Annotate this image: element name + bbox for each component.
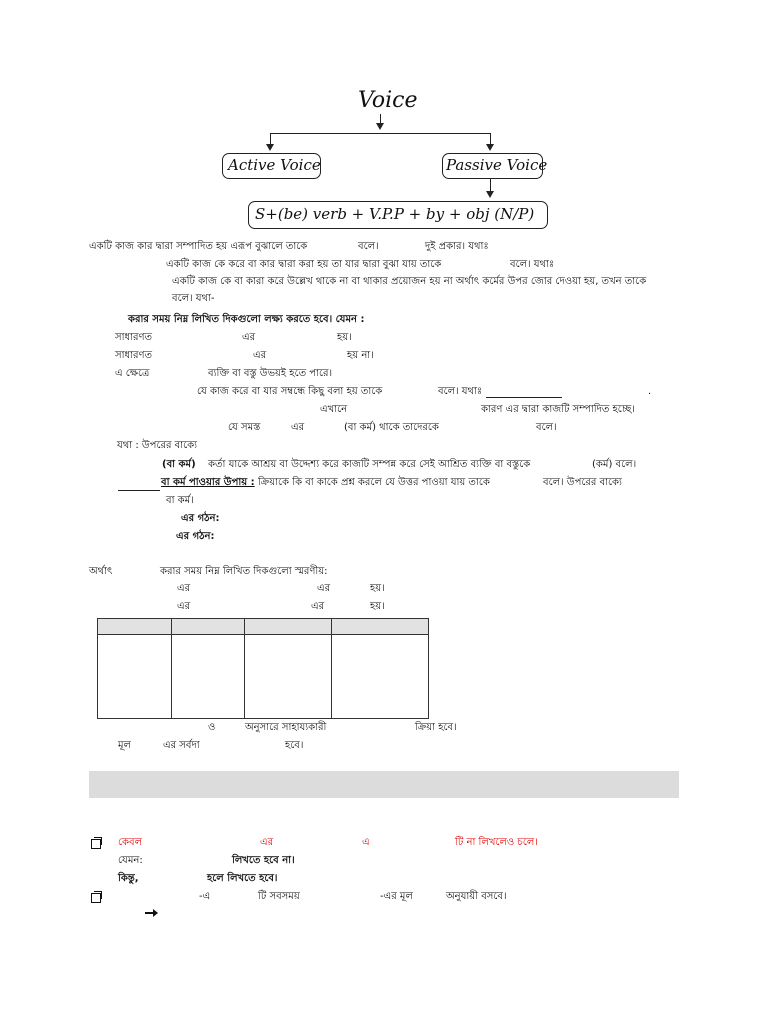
passive-voice-label: Passive Voice: [446, 156, 548, 174]
text-l3: একটি কাজ কে বা কারা করে উল্লেখ থাকে না বা থাকার প্রয়োজন হয় না অর্থাৎ কর্মের উপর জোর দেওয়া হয়, তখন তাকে: [172, 276, 647, 287]
text-l2a: একটি কাজ কে করে বা কার দ্বারা করা হয় তা যার দ্বারা বুঝা যায় তাকে: [166, 259, 442, 270]
text-l8b: ব্যক্তি বা বস্তু উভয়ই হতে পারে।: [208, 368, 333, 379]
text-l15: বা কর্ম।: [166, 495, 194, 506]
text-l10a: এখানে: [320, 404, 348, 415]
diagram-title: Voice: [358, 88, 418, 113]
note4-a: -এ: [199, 891, 211, 902]
note1-b: এর: [260, 837, 274, 848]
diagram-arrow: [486, 144, 494, 151]
table-header-cell: [172, 619, 245, 635]
text-l1c: দুই প্রকার। যথাঃ: [425, 241, 489, 252]
empty-table: [97, 618, 429, 719]
text-l5: করার সময় নিম্ন লিখিত দিকগুলো লক্ষ্য করতে হবে। যেমন :: [128, 314, 365, 325]
note1-a: কেবল: [118, 837, 143, 848]
text-l9b: বলে। যথাঃ: [438, 386, 483, 397]
note4-d: অনুযায়ী বসবে।: [446, 891, 507, 902]
text-l11a: যে সমস্ত: [228, 422, 261, 433]
text-l7c: হয় না।: [347, 350, 374, 361]
text-l21a: ও: [208, 722, 216, 733]
text-l9a: যে কাজ করে বা যার সম্বন্ধে কিছু বলা হয় তাকে: [197, 386, 383, 397]
text-l8a: এ ক্ষেত্রে: [115, 368, 150, 379]
table-header-cell: [98, 619, 172, 635]
table-cell: [172, 635, 245, 719]
note4-b: টি সবসময়: [258, 891, 300, 902]
text-l7a: সাধারণত: [115, 350, 153, 361]
note1-d: টি না লিখলেও চলে।: [455, 837, 538, 848]
text-l10b: কারণ এর দ্বারা কাজটি সম্পাদিত হচ্ছে।: [481, 404, 635, 415]
section-band: [89, 771, 679, 798]
text-l13b: কর্তা যাকে আশ্রয় বা উদ্দেশ্য করে কাজটি সম্পন্ন করে সেই আশ্রিত ব্যক্তি বা বস্তুকে: [208, 459, 531, 470]
text-l19a: এর: [177, 583, 191, 594]
text-l13a: (বা কর্ম): [162, 459, 196, 470]
text-l7b: এর: [253, 350, 267, 361]
text-l1b: বলে।: [358, 241, 379, 252]
arrow-right-icon: [145, 908, 159, 918]
text-l16: এর গঠন:: [181, 513, 220, 524]
text-l20c: হয়।: [370, 601, 385, 612]
blank-underline: [486, 397, 562, 398]
text-l21c: ক্রিয়া হবে।: [415, 722, 457, 733]
table-cell: [332, 635, 429, 719]
table-header-cell: [245, 619, 332, 635]
text-l14b: ক্রিয়াকে কি বা কাকে প্রশ্ন করলে যে উত্তর পাওয়া যায় তাকে: [258, 477, 490, 488]
text-l22a: মূল: [118, 740, 132, 751]
text-l11b: এর: [291, 422, 305, 433]
blank-underline: [118, 490, 160, 491]
text-l6b: এর: [242, 332, 256, 343]
table-header-cell: [332, 619, 429, 635]
text-l19c: হয়।: [370, 583, 385, 594]
passive-formula: S+(be) verb + V.P.P + by + obj (N/P): [255, 205, 535, 223]
note3-b: হলে লিখতে হবে।: [207, 873, 278, 884]
diagram-arrow: [266, 144, 274, 151]
checkbox-bullet-icon: [91, 839, 101, 849]
text-l14c: বলে। উপরের বাক্যে: [543, 477, 622, 488]
note3-a: কিন্তু,: [118, 873, 139, 884]
text-l2b: বলে। যথাঃ: [510, 259, 555, 270]
text-l6c: হয়।: [337, 332, 352, 343]
diagram-arrow: [486, 191, 494, 198]
table-cell: [98, 635, 172, 719]
text-l21b: অনুসারে সাহায্যকারী: [245, 722, 327, 733]
text-l20a: এর: [177, 601, 191, 612]
note4-c: -এর মূল: [380, 891, 413, 902]
text-l18b: করার সময় নিম্ন লিখিত দিকগুলো স্মরণীয়:: [160, 566, 328, 577]
text-l19b: এর: [317, 583, 331, 594]
text-l14a: বা কর্ম পাওয়ার উপায় :: [161, 477, 255, 488]
table-cell: [245, 635, 332, 719]
text-l22b: এর সর্বদা: [163, 740, 200, 751]
note1-c: এ: [362, 837, 370, 848]
note2-a: যেমন:: [118, 855, 143, 866]
diagram-arrow: [376, 123, 384, 130]
text-l17: এর গঠন:: [176, 531, 215, 542]
note2-b: লিখতে হবে না।: [232, 855, 295, 866]
active-voice-label: Active Voice: [228, 156, 321, 174]
text-l18a: অর্থাৎ: [89, 566, 113, 577]
diagram-connector: [490, 178, 491, 192]
text-l6a: সাধারণত: [115, 332, 153, 343]
text-l22c: হবে।: [285, 740, 304, 751]
text-l11d: বলে।: [536, 422, 557, 433]
diagram-connector: [270, 133, 491, 134]
checkbox-bullet-icon: [91, 893, 101, 903]
text-l11c: (বা কর্ম) থাকে তাদেরকে: [344, 422, 439, 433]
text-l9c: .: [648, 386, 652, 397]
text-l1a: একটি কাজ কার দ্বারা সম্পাদিত হয় এরূপ বুঝালে তাকে: [89, 241, 308, 252]
text-l20b: এর: [311, 601, 325, 612]
text-l4: বলে। যথা-: [172, 293, 215, 304]
text-l12: যথা : উপরের বাক্যে: [117, 440, 198, 451]
text-l13c: (কর্ম) বলে।: [592, 459, 637, 470]
